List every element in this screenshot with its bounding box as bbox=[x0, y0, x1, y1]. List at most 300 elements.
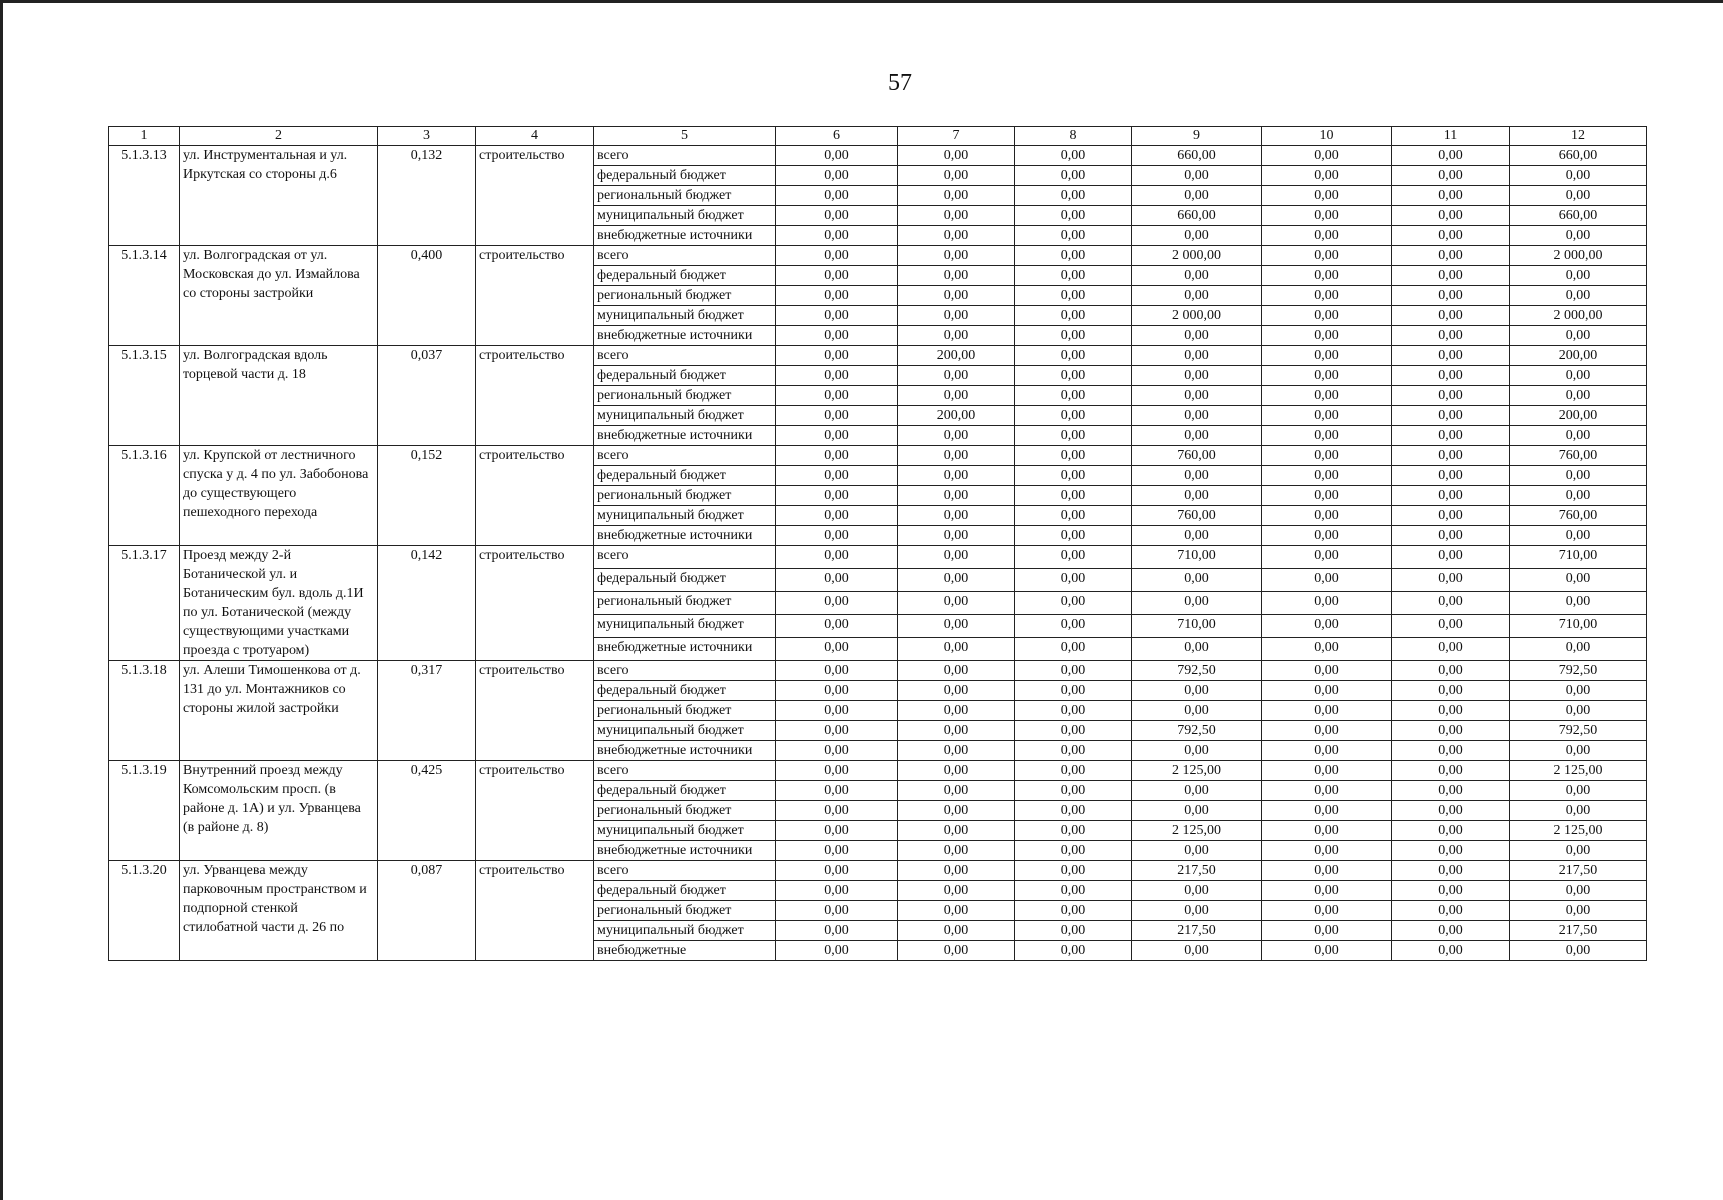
value-cell: 0,00 bbox=[1392, 546, 1510, 569]
value-cell: 0,00 bbox=[776, 206, 898, 226]
value-cell: 0,00 bbox=[1262, 306, 1392, 326]
value-cell: 0,00 bbox=[1015, 186, 1132, 206]
column-header: 8 bbox=[1015, 127, 1132, 146]
value-cell: 0,00 bbox=[1392, 901, 1510, 921]
column-header: 3 bbox=[378, 127, 476, 146]
value-cell: 760,00 bbox=[1510, 506, 1647, 526]
item-name: ул. Волгоградская от ул. Московская до ул. Измайлова со стороны застройки bbox=[180, 246, 378, 346]
value-cell: 0,00 bbox=[898, 681, 1015, 701]
value-cell: 0,00 bbox=[1262, 861, 1392, 881]
value-cell: 0,00 bbox=[1015, 921, 1132, 941]
value-cell: 0,00 bbox=[1510, 286, 1647, 306]
value-cell: 0,00 bbox=[776, 841, 898, 861]
source-municipal: муниципальный бюджет bbox=[594, 921, 776, 941]
source-extrabudget: внебюджетные источники bbox=[594, 226, 776, 246]
column-header: 9 bbox=[1132, 127, 1262, 146]
value-cell: 0,00 bbox=[1015, 306, 1132, 326]
value-cell: 200,00 bbox=[1510, 406, 1647, 426]
value-cell: 0,00 bbox=[1392, 406, 1510, 426]
value-cell: 0,00 bbox=[1132, 226, 1262, 246]
value-cell: 0,00 bbox=[898, 881, 1015, 901]
page-edge-left bbox=[0, 0, 3, 1200]
value-cell: 0,00 bbox=[898, 781, 1015, 801]
value-cell: 0,00 bbox=[898, 426, 1015, 446]
value-cell: 0,00 bbox=[1132, 841, 1262, 861]
table-row bbox=[109, 446, 1647, 466]
value-cell: 0,00 bbox=[1392, 306, 1510, 326]
value-cell: 0,00 bbox=[898, 446, 1015, 466]
value-cell: 0,00 bbox=[1262, 569, 1392, 592]
item-type: строительство bbox=[476, 861, 594, 961]
value-cell: 0,00 bbox=[776, 638, 898, 661]
value-cell: 0,00 bbox=[1262, 721, 1392, 741]
value-cell: 0,00 bbox=[776, 901, 898, 921]
value-cell: 0,00 bbox=[1510, 941, 1647, 961]
value-cell: 0,00 bbox=[1015, 326, 1132, 346]
value-cell: 2 000,00 bbox=[1132, 306, 1262, 326]
value-cell: 0,00 bbox=[1392, 701, 1510, 721]
value-cell: 0,00 bbox=[1392, 226, 1510, 246]
value-cell: 0,00 bbox=[776, 186, 898, 206]
value-cell: 0,00 bbox=[1015, 146, 1132, 166]
table-row bbox=[109, 861, 1647, 881]
value-cell: 0,00 bbox=[1015, 821, 1132, 841]
value-cell: 0,00 bbox=[1262, 506, 1392, 526]
value-cell: 0,00 bbox=[898, 661, 1015, 681]
value-cell: 0,00 bbox=[898, 615, 1015, 638]
value-cell: 0,00 bbox=[1262, 446, 1392, 466]
value-cell: 0,00 bbox=[776, 366, 898, 386]
value-cell: 0,00 bbox=[1262, 386, 1392, 406]
value-cell: 0,00 bbox=[898, 569, 1015, 592]
value-cell: 0,00 bbox=[1392, 592, 1510, 615]
value-cell: 0,00 bbox=[1510, 592, 1647, 615]
value-cell: 217,50 bbox=[1132, 921, 1262, 941]
item-name: Проезд между 2-й Ботанической ул. и Ботаническим бул. вдоль д.1И по ул. Ботанической (между существующими участками проезда с тротуаром) bbox=[180, 546, 378, 661]
source-total: всего bbox=[594, 761, 776, 781]
value-cell: 0,00 bbox=[1262, 546, 1392, 569]
value-cell: 0,00 bbox=[898, 226, 1015, 246]
value-cell: 0,00 bbox=[1015, 592, 1132, 615]
value-cell: 0,00 bbox=[776, 592, 898, 615]
item-length: 0,317 bbox=[378, 661, 476, 761]
value-cell: 0,00 bbox=[776, 661, 898, 681]
value-cell: 0,00 bbox=[1262, 346, 1392, 366]
item-type: строительство bbox=[476, 246, 594, 346]
source-municipal: муниципальный бюджет bbox=[594, 406, 776, 426]
value-cell: 0,00 bbox=[776, 861, 898, 881]
value-cell: 0,00 bbox=[1015, 526, 1132, 546]
value-cell: 0,00 bbox=[1392, 386, 1510, 406]
value-cell: 0,00 bbox=[898, 546, 1015, 569]
value-cell: 0,00 bbox=[1392, 821, 1510, 841]
page-number: 57 bbox=[888, 70, 912, 96]
budget-table bbox=[108, 126, 1647, 961]
source-federal: федеральный бюджет bbox=[594, 681, 776, 701]
value-cell: 0,00 bbox=[1132, 941, 1262, 961]
value-cell: 0,00 bbox=[1132, 486, 1262, 506]
value-cell: 0,00 bbox=[1392, 761, 1510, 781]
value-cell: 760,00 bbox=[1132, 446, 1262, 466]
value-cell: 0,00 bbox=[898, 386, 1015, 406]
column-header: 2 bbox=[180, 127, 378, 146]
source-municipal: муниципальный бюджет bbox=[594, 821, 776, 841]
item-length: 0,152 bbox=[378, 446, 476, 546]
value-cell: 710,00 bbox=[1132, 546, 1262, 569]
value-cell: 0,00 bbox=[1262, 841, 1392, 861]
value-cell: 0,00 bbox=[1262, 701, 1392, 721]
table-body bbox=[109, 146, 1647, 961]
value-cell: 0,00 bbox=[1262, 592, 1392, 615]
source-municipal: муниципальный бюджет bbox=[594, 206, 776, 226]
source-federal: федеральный бюджет bbox=[594, 881, 776, 901]
value-cell: 0,00 bbox=[898, 486, 1015, 506]
value-cell: 0,00 bbox=[1015, 426, 1132, 446]
value-cell: 0,00 bbox=[898, 901, 1015, 921]
value-cell: 2 000,00 bbox=[1510, 246, 1647, 266]
source-regional: региональный бюджет bbox=[594, 486, 776, 506]
item-type: строительство bbox=[476, 661, 594, 761]
value-cell: 0,00 bbox=[1392, 346, 1510, 366]
value-cell: 0,00 bbox=[898, 861, 1015, 881]
value-cell: 0,00 bbox=[1262, 681, 1392, 701]
value-cell: 0,00 bbox=[1392, 506, 1510, 526]
value-cell: 0,00 bbox=[898, 146, 1015, 166]
value-cell: 0,00 bbox=[1262, 186, 1392, 206]
value-cell: 0,00 bbox=[1015, 226, 1132, 246]
value-cell: 0,00 bbox=[1015, 286, 1132, 306]
value-cell: 0,00 bbox=[1392, 366, 1510, 386]
source-federal: федеральный бюджет bbox=[594, 569, 776, 592]
value-cell: 0,00 bbox=[1132, 901, 1262, 921]
value-cell: 0,00 bbox=[1015, 661, 1132, 681]
value-cell: 0,00 bbox=[1015, 206, 1132, 226]
source-extrabudget: внебюджетные источники bbox=[594, 638, 776, 661]
value-cell: 0,00 bbox=[1392, 801, 1510, 821]
value-cell: 0,00 bbox=[1132, 386, 1262, 406]
value-cell: 0,00 bbox=[1015, 615, 1132, 638]
source-regional: региональный бюджет bbox=[594, 701, 776, 721]
column-header: 5 bbox=[594, 127, 776, 146]
table-row bbox=[109, 146, 1647, 166]
value-cell: 0,00 bbox=[1132, 801, 1262, 821]
value-cell: 0,00 bbox=[1132, 466, 1262, 486]
value-cell: 660,00 bbox=[1510, 206, 1647, 226]
value-cell: 0,00 bbox=[776, 246, 898, 266]
value-cell: 0,00 bbox=[1392, 921, 1510, 941]
value-cell: 0,00 bbox=[1262, 226, 1392, 246]
source-extrabudget: внебюджетные источники bbox=[594, 526, 776, 546]
value-cell: 760,00 bbox=[1510, 446, 1647, 466]
value-cell: 217,50 bbox=[1510, 861, 1647, 881]
value-cell: 0,00 bbox=[1015, 546, 1132, 569]
value-cell: 0,00 bbox=[1510, 801, 1647, 821]
item-code: 5.1.3.15 bbox=[109, 346, 180, 446]
item-code: 5.1.3.17 bbox=[109, 546, 180, 661]
value-cell: 0,00 bbox=[1510, 366, 1647, 386]
source-total: всего bbox=[594, 446, 776, 466]
value-cell: 0,00 bbox=[1262, 526, 1392, 546]
column-header: 12 bbox=[1510, 127, 1647, 146]
value-cell: 710,00 bbox=[1510, 615, 1647, 638]
value-cell: 0,00 bbox=[1015, 506, 1132, 526]
value-cell: 0,00 bbox=[776, 761, 898, 781]
value-cell: 0,00 bbox=[1510, 386, 1647, 406]
value-cell: 0,00 bbox=[776, 801, 898, 821]
value-cell: 0,00 bbox=[898, 206, 1015, 226]
item-name: ул. Инструментальная и ул. Иркутская со стороны д.6 bbox=[180, 146, 378, 246]
value-cell: 0,00 bbox=[1015, 166, 1132, 186]
source-municipal: муниципальный бюджет bbox=[594, 506, 776, 526]
value-cell: 0,00 bbox=[1015, 638, 1132, 661]
value-cell: 0,00 bbox=[1262, 921, 1392, 941]
source-regional: региональный бюджет bbox=[594, 186, 776, 206]
value-cell: 0,00 bbox=[1132, 186, 1262, 206]
source-regional: региональный бюджет bbox=[594, 386, 776, 406]
item-length: 0,132 bbox=[378, 146, 476, 246]
item-code: 5.1.3.16 bbox=[109, 446, 180, 546]
value-cell: 0,00 bbox=[1262, 406, 1392, 426]
value-cell: 0,00 bbox=[776, 506, 898, 526]
item-code: 5.1.3.14 bbox=[109, 246, 180, 346]
value-cell: 0,00 bbox=[1392, 286, 1510, 306]
item-length: 0,087 bbox=[378, 861, 476, 961]
source-federal: федеральный бюджет bbox=[594, 781, 776, 801]
source-regional: региональный бюджет bbox=[594, 592, 776, 615]
value-cell: 0,00 bbox=[898, 286, 1015, 306]
value-cell: 0,00 bbox=[898, 921, 1015, 941]
item-length: 0,142 bbox=[378, 546, 476, 661]
column-header: 11 bbox=[1392, 127, 1510, 146]
source-extrabudget: внебюджетные источники bbox=[594, 741, 776, 761]
value-cell: 0,00 bbox=[1132, 166, 1262, 186]
value-cell: 0,00 bbox=[1132, 366, 1262, 386]
value-cell: 0,00 bbox=[1510, 569, 1647, 592]
column-header: 7 bbox=[898, 127, 1015, 146]
value-cell: 0,00 bbox=[1510, 226, 1647, 246]
value-cell: 0,00 bbox=[1392, 266, 1510, 286]
source-total: всего bbox=[594, 346, 776, 366]
value-cell: 0,00 bbox=[1262, 146, 1392, 166]
value-cell: 0,00 bbox=[898, 761, 1015, 781]
value-cell: 0,00 bbox=[1392, 941, 1510, 961]
item-name: ул. Крупской от лестничного спуска у д. 4 по ул. Забобонова до существующего пешеходного перехода bbox=[180, 446, 378, 546]
item-type: строительство bbox=[476, 146, 594, 246]
source-extrabudget: внебюджетные источники bbox=[594, 426, 776, 446]
value-cell: 217,50 bbox=[1510, 921, 1647, 941]
value-cell: 0,00 bbox=[898, 186, 1015, 206]
value-cell: 0,00 bbox=[1392, 326, 1510, 346]
source-total: всего bbox=[594, 861, 776, 881]
value-cell: 0,00 bbox=[1510, 326, 1647, 346]
value-cell: 660,00 bbox=[1132, 146, 1262, 166]
value-cell: 0,00 bbox=[776, 486, 898, 506]
value-cell: 0,00 bbox=[1510, 526, 1647, 546]
value-cell: 0,00 bbox=[1132, 701, 1262, 721]
source-federal: федеральный бюджет bbox=[594, 366, 776, 386]
source-municipal: муниципальный бюджет bbox=[594, 615, 776, 638]
value-cell: 0,00 bbox=[1510, 901, 1647, 921]
value-cell: 0,00 bbox=[898, 741, 1015, 761]
value-cell: 0,00 bbox=[1392, 841, 1510, 861]
source-municipal: муниципальный бюджет bbox=[594, 721, 776, 741]
value-cell: 0,00 bbox=[898, 821, 1015, 841]
value-cell: 0,00 bbox=[776, 569, 898, 592]
item-name: Внутренний проезд между Комсомольским просп. (в районе д. 1А) и ул. Урванцева (в районе д. 8) bbox=[180, 761, 378, 861]
source-federal: федеральный бюджет bbox=[594, 166, 776, 186]
value-cell: 0,00 bbox=[1015, 366, 1132, 386]
value-cell: 0,00 bbox=[1132, 638, 1262, 661]
value-cell: 0,00 bbox=[1262, 246, 1392, 266]
value-cell: 0,00 bbox=[1262, 206, 1392, 226]
value-cell: 0,00 bbox=[1262, 466, 1392, 486]
value-cell: 0,00 bbox=[898, 366, 1015, 386]
value-cell: 0,00 bbox=[1262, 166, 1392, 186]
column-header: 4 bbox=[476, 127, 594, 146]
value-cell: 0,00 bbox=[1262, 801, 1392, 821]
value-cell: 0,00 bbox=[1510, 781, 1647, 801]
value-cell: 0,00 bbox=[1392, 426, 1510, 446]
value-cell: 0,00 bbox=[898, 701, 1015, 721]
value-cell: 0,00 bbox=[1510, 426, 1647, 446]
value-cell: 0,00 bbox=[1015, 841, 1132, 861]
value-cell: 0,00 bbox=[1132, 741, 1262, 761]
value-cell: 760,00 bbox=[1132, 506, 1262, 526]
value-cell: 0,00 bbox=[776, 781, 898, 801]
value-cell: 0,00 bbox=[776, 306, 898, 326]
value-cell: 0,00 bbox=[898, 841, 1015, 861]
item-length: 0,425 bbox=[378, 761, 476, 861]
value-cell: 0,00 bbox=[1015, 901, 1132, 921]
source-regional: региональный бюджет bbox=[594, 286, 776, 306]
value-cell: 0,00 bbox=[776, 286, 898, 306]
value-cell: 0,00 bbox=[1392, 569, 1510, 592]
value-cell: 0,00 bbox=[1392, 186, 1510, 206]
value-cell: 0,00 bbox=[1132, 326, 1262, 346]
value-cell: 0,00 bbox=[1015, 406, 1132, 426]
value-cell: 0,00 bbox=[1015, 681, 1132, 701]
value-cell: 0,00 bbox=[1392, 206, 1510, 226]
table-row bbox=[109, 346, 1647, 366]
column-header: 1 bbox=[109, 127, 180, 146]
value-cell: 0,00 bbox=[1262, 286, 1392, 306]
source-federal: федеральный бюджет bbox=[594, 266, 776, 286]
value-cell: 200,00 bbox=[898, 406, 1015, 426]
value-cell: 0,00 bbox=[1132, 526, 1262, 546]
value-cell: 0,00 bbox=[776, 266, 898, 286]
value-cell: 0,00 bbox=[1392, 166, 1510, 186]
value-cell: 792,50 bbox=[1132, 721, 1262, 741]
value-cell: 0,00 bbox=[776, 881, 898, 901]
page-edge-top bbox=[0, 0, 1723, 3]
value-cell: 0,00 bbox=[1262, 615, 1392, 638]
value-cell: 0,00 bbox=[1392, 881, 1510, 901]
value-cell: 0,00 bbox=[1015, 386, 1132, 406]
value-cell: 2 125,00 bbox=[1132, 761, 1262, 781]
value-cell: 0,00 bbox=[1015, 486, 1132, 506]
item-type: строительство bbox=[476, 546, 594, 661]
source-regional: региональный бюджет bbox=[594, 901, 776, 921]
value-cell: 0,00 bbox=[1015, 346, 1132, 366]
value-cell: 0,00 bbox=[1015, 761, 1132, 781]
value-cell: 0,00 bbox=[1132, 346, 1262, 366]
value-cell: 200,00 bbox=[898, 346, 1015, 366]
value-cell: 0,00 bbox=[1262, 941, 1392, 961]
value-cell: 0,00 bbox=[898, 246, 1015, 266]
value-cell: 0,00 bbox=[1015, 721, 1132, 741]
value-cell: 0,00 bbox=[1392, 615, 1510, 638]
value-cell: 0,00 bbox=[1510, 841, 1647, 861]
value-cell: 0,00 bbox=[1392, 638, 1510, 661]
value-cell: 0,00 bbox=[1262, 661, 1392, 681]
value-cell: 0,00 bbox=[776, 741, 898, 761]
value-cell: 0,00 bbox=[1392, 681, 1510, 701]
value-cell: 0,00 bbox=[1132, 569, 1262, 592]
value-cell: 0,00 bbox=[1262, 426, 1392, 446]
value-cell: 0,00 bbox=[1132, 681, 1262, 701]
value-cell: 0,00 bbox=[898, 466, 1015, 486]
value-cell: 0,00 bbox=[1392, 486, 1510, 506]
value-cell: 0,00 bbox=[1392, 721, 1510, 741]
value-cell: 0,00 bbox=[776, 681, 898, 701]
value-cell: 0,00 bbox=[1510, 681, 1647, 701]
table-row bbox=[109, 661, 1647, 681]
value-cell: 0,00 bbox=[1262, 821, 1392, 841]
value-cell: 0,00 bbox=[1392, 526, 1510, 546]
value-cell: 710,00 bbox=[1510, 546, 1647, 569]
item-code: 5.1.3.19 bbox=[109, 761, 180, 861]
value-cell: 0,00 bbox=[1015, 701, 1132, 721]
value-cell: 0,00 bbox=[898, 326, 1015, 346]
value-cell: 0,00 bbox=[1132, 881, 1262, 901]
value-cell: 0,00 bbox=[1392, 146, 1510, 166]
value-cell: 0,00 bbox=[1015, 569, 1132, 592]
value-cell: 0,00 bbox=[1262, 761, 1392, 781]
item-name: ул. Волгоградская вдоль торцевой части д. 18 bbox=[180, 346, 378, 446]
value-cell: 0,00 bbox=[1015, 881, 1132, 901]
item-code: 5.1.3.13 bbox=[109, 146, 180, 246]
source-total: всего bbox=[594, 146, 776, 166]
source-total: всего bbox=[594, 661, 776, 681]
value-cell: 0,00 bbox=[776, 146, 898, 166]
value-cell: 0,00 bbox=[776, 406, 898, 426]
value-cell: 0,00 bbox=[898, 721, 1015, 741]
item-length: 0,400 bbox=[378, 246, 476, 346]
value-cell: 0,00 bbox=[776, 346, 898, 366]
value-cell: 0,00 bbox=[1132, 781, 1262, 801]
value-cell: 792,50 bbox=[1132, 661, 1262, 681]
value-cell: 710,00 bbox=[1132, 615, 1262, 638]
value-cell: 0,00 bbox=[898, 266, 1015, 286]
value-cell: 0,00 bbox=[1015, 266, 1132, 286]
item-type: строительство bbox=[476, 446, 594, 546]
value-cell: 0,00 bbox=[1510, 166, 1647, 186]
value-cell: 0,00 bbox=[1015, 941, 1132, 961]
value-cell: 0,00 bbox=[898, 941, 1015, 961]
value-cell: 0,00 bbox=[1392, 246, 1510, 266]
value-cell: 0,00 bbox=[1510, 638, 1647, 661]
value-cell: 0,00 bbox=[776, 446, 898, 466]
value-cell: 0,00 bbox=[776, 326, 898, 346]
value-cell: 0,00 bbox=[776, 166, 898, 186]
value-cell: 0,00 bbox=[898, 638, 1015, 661]
item-type: строительство bbox=[476, 346, 594, 446]
source-extrabudget: внебюджетные bbox=[594, 941, 776, 961]
value-cell: 0,00 bbox=[776, 615, 898, 638]
value-cell: 0,00 bbox=[1262, 326, 1392, 346]
value-cell: 0,00 bbox=[1392, 446, 1510, 466]
value-cell: 0,00 bbox=[1262, 901, 1392, 921]
